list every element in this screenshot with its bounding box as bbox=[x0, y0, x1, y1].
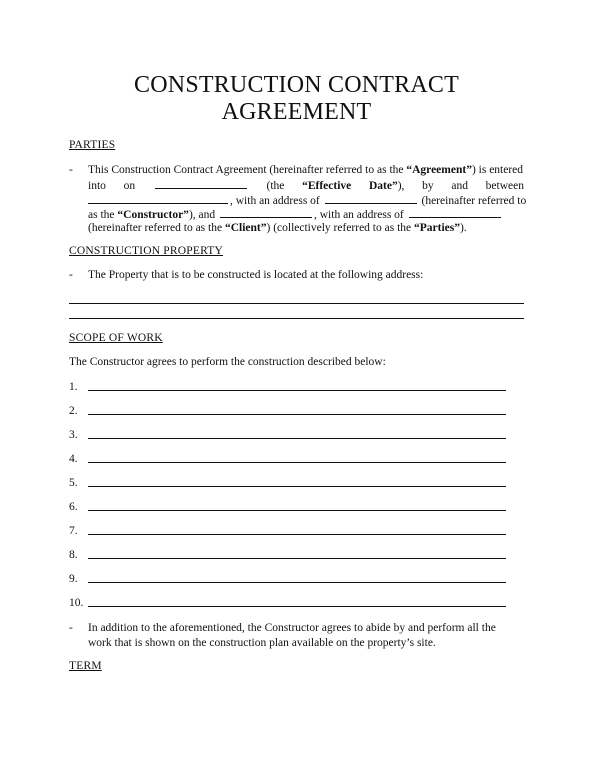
document-title-line-1: CONSTRUCTION CONTRACT bbox=[134, 72, 459, 98]
scope-item-number: 10. bbox=[69, 597, 84, 609]
scope-item-number: 2. bbox=[69, 405, 78, 417]
scope-item-line[interactable] bbox=[88, 534, 506, 535]
effective-date-field[interactable] bbox=[155, 178, 247, 189]
property-address-line-2[interactable] bbox=[69, 318, 524, 319]
scope-item-line[interactable] bbox=[88, 390, 506, 391]
scope-item-number: 1. bbox=[69, 381, 78, 393]
scope-item-line[interactable] bbox=[88, 438, 506, 439]
property-heading: CONSTRUCTION PROPERTY bbox=[69, 245, 223, 257]
client-address-field[interactable] bbox=[409, 207, 501, 218]
scope-item-number: 9. bbox=[69, 573, 78, 585]
scope-note-line-1: In addition to the aforementioned, the Constructor agrees to abide by and perform all the bbox=[88, 622, 496, 634]
constructor-name-field[interactable] bbox=[88, 193, 228, 204]
scope-heading: SCOPE OF WORK bbox=[69, 332, 163, 344]
parties-line-5: (hereinafter referred to as the “Client”) (collectively referred to as the “Parties”). bbox=[88, 222, 467, 234]
property-address-line-1[interactable] bbox=[69, 303, 524, 304]
scope-item-number: 5. bbox=[69, 477, 78, 489]
document-title-line-2: AGREEMENT bbox=[221, 99, 372, 125]
parties-line-2: into on (the “Effective Date”), by and between bbox=[88, 180, 524, 192]
scope-item-line[interactable] bbox=[88, 510, 506, 511]
scope-item-number: 6. bbox=[69, 501, 78, 513]
term-heading: TERM bbox=[69, 660, 102, 672]
property-bullet: - bbox=[69, 269, 73, 281]
scope-item-number: 3. bbox=[69, 429, 78, 441]
scope-note-line-2: work that is shown on the construction plan available on the property’s site. bbox=[88, 637, 436, 649]
scope-item-number: 7. bbox=[69, 525, 78, 537]
scope-item-line[interactable] bbox=[88, 606, 506, 607]
scope-item-line[interactable] bbox=[88, 582, 506, 583]
scope-note-bullet: - bbox=[69, 622, 73, 634]
constructor-address-field[interactable] bbox=[325, 193, 417, 204]
scope-item-line[interactable] bbox=[88, 414, 506, 415]
property-text: The Property that is to be constructed is located at the following address: bbox=[88, 269, 424, 281]
scope-intro: The Constructor agrees to perform the construction described below: bbox=[69, 356, 386, 368]
parties-line-4: as the “Constructor”), and , with an address of bbox=[88, 207, 503, 222]
parties-line-1: This Construction Contract Agreement (hereinafter referred to as the “Agreement”) is entered bbox=[88, 164, 524, 176]
scope-item-line[interactable] bbox=[88, 462, 506, 463]
scope-item-line[interactable] bbox=[88, 558, 506, 559]
client-name-field[interactable] bbox=[220, 207, 312, 218]
parties-line-3: , with an address of (hereinafter referred to bbox=[88, 193, 526, 208]
parties-heading: PARTIES bbox=[69, 139, 116, 151]
scope-item-line[interactable] bbox=[88, 486, 506, 487]
scope-item-number: 4. bbox=[69, 453, 78, 465]
scope-item-number: 8. bbox=[69, 549, 78, 561]
parties-bullet: - bbox=[69, 164, 73, 176]
